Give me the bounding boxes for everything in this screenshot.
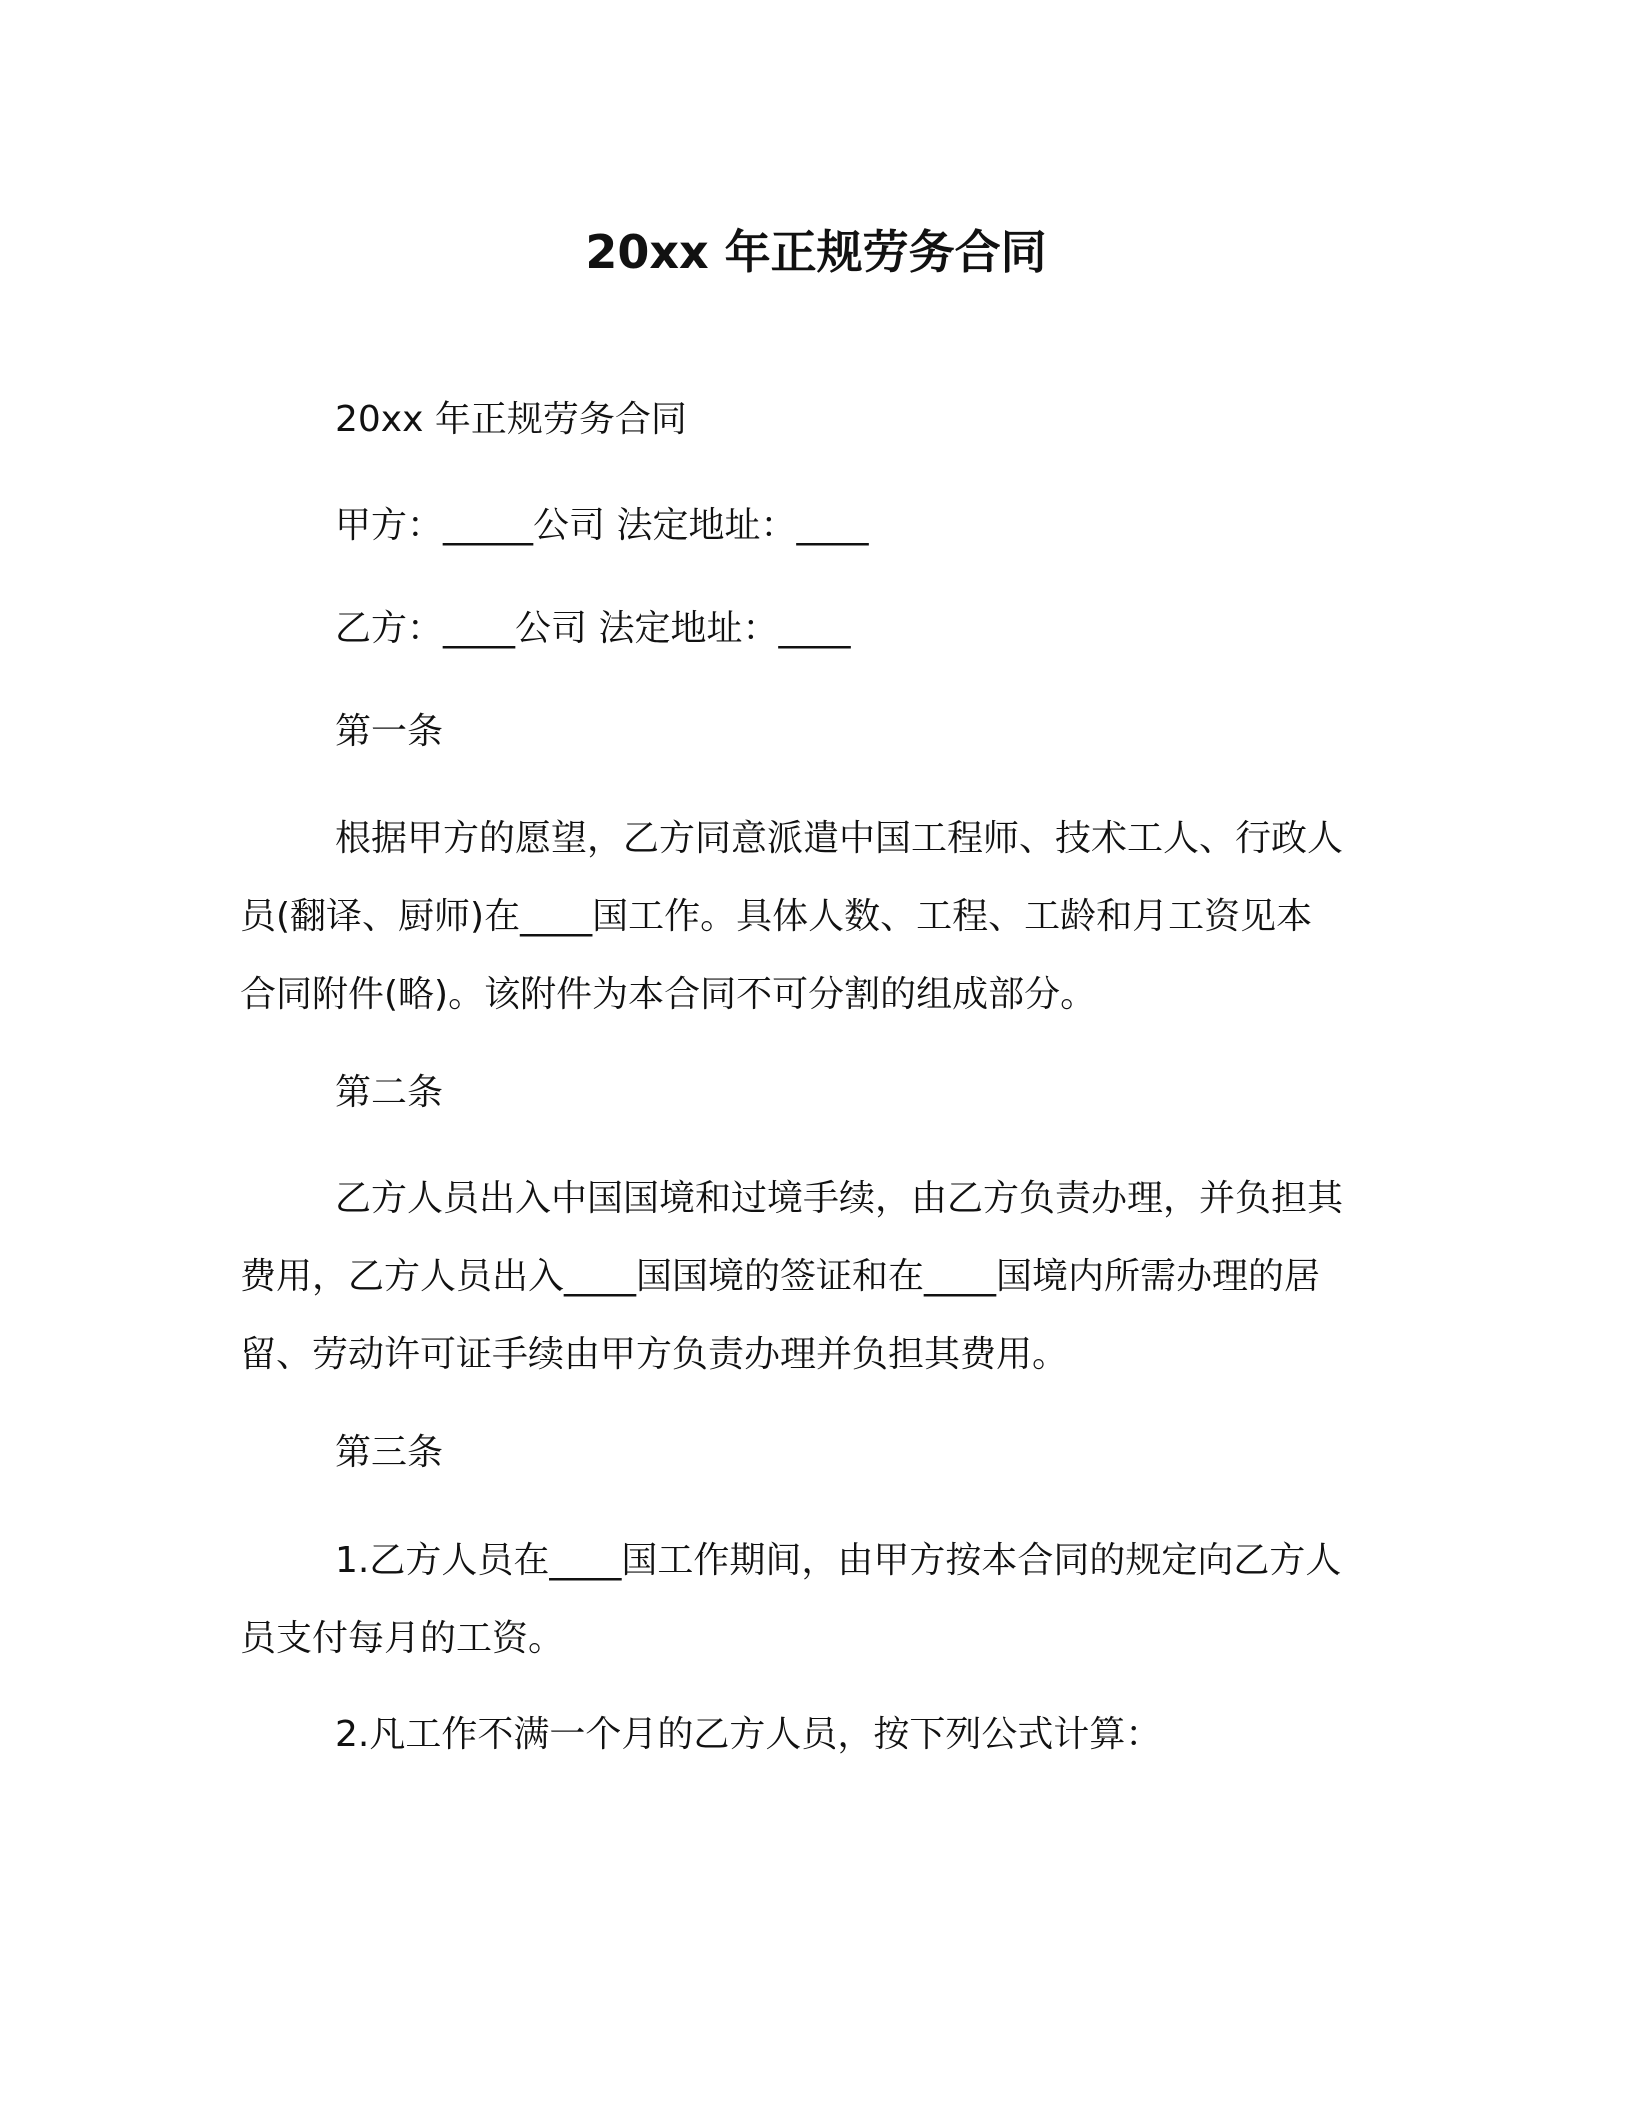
article-2-heading: 第二条 (335, 1072, 444, 1113)
article-2-line-1: 乙方人员出入中国国境和过境手续，由乙方负责办理，并负担其 (335, 1178, 1344, 1219)
document-subtitle: 20xx 年正规劳务合同 (335, 399, 687, 440)
article-3-heading: 第三条 (335, 1432, 444, 1473)
article-1-paragraph (240, 800, 1400, 1034)
article-1-heading: 第一条 (335, 711, 444, 752)
article-1-line-1: 根据甲方的愿望，乙方同意派遣中国工程师、技术工人、行政人 (335, 818, 1344, 859)
article-1-line-2: 员(翻译、厨师)在____国工作。具体人数、工程、工龄和月工资见本 (240, 896, 1313, 937)
party-b-line: 乙方：____公司 法定地址：____ (335, 608, 851, 649)
article-2-line-3: 留、劳动许可证手续由甲方负责办理并负担其费用。 (240, 1334, 1069, 1375)
article-2-paragraph (240, 1160, 1400, 1394)
article-3-item-1 (240, 1522, 1400, 1678)
article-1-line-3: 合同附件(略)。该附件为本合同不可分割的组成部分。 (240, 974, 1097, 1015)
article-3-item-1-line-2: 员支付每月的工资。 (240, 1618, 565, 1659)
article-3-item-1-line-1: 1.乙方人员在____国工作期间，由甲方按本合同的规定向乙方人 (335, 1540, 1342, 1581)
party-a-line: 甲方：_____公司 法定地址：____ (335, 505, 869, 546)
document-title: 20xx 年正规劳务合同 (585, 225, 1047, 279)
article-3-item-2: 2.凡工作不满一个月的乙方人员，按下列公式计算： (335, 1714, 1162, 1755)
article-2-line-2: 费用，乙方人员出入____国国境的签证和在____国境内所需办理的居 (240, 1256, 1321, 1297)
